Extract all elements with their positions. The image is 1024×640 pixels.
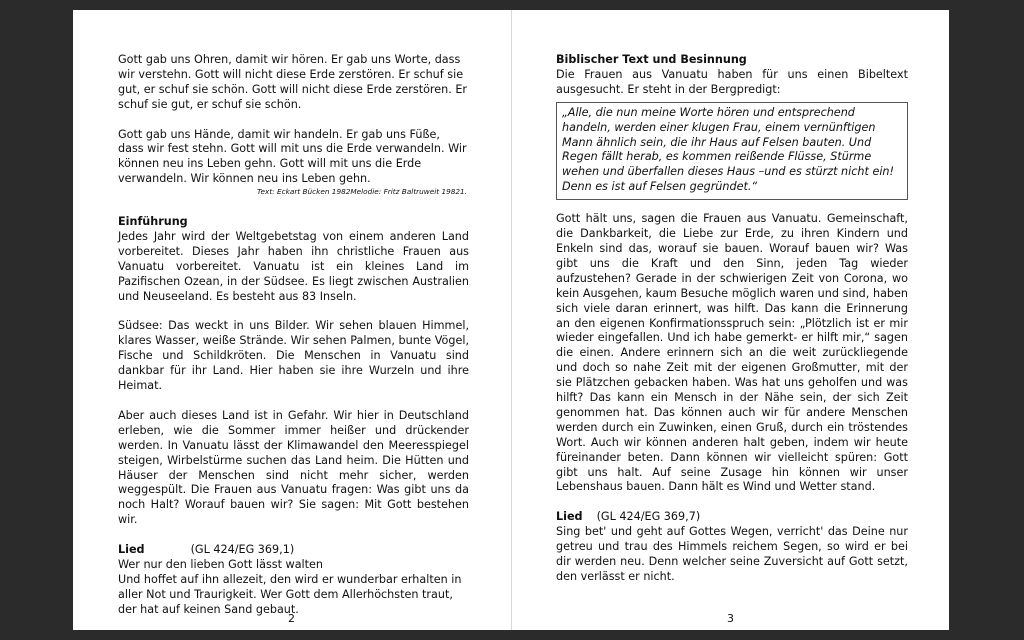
page-number: 3 [727,612,734,625]
song-credit: Text: Eckart Bücken 1982Melodie: Fritz Baltruweit 19821. [257,187,467,197]
hymn-heading [556,510,908,525]
reflection-text: Gott hält uns, sagen die Frauen aus Vanuatu. Gemeinschaft, die Dankbarkeit, die Liebe zur Erde, zu ihren Kindern und Enkeln sind das, worauf sie bauen. Worauf bauen wir? Was gibt uns die Kraft und den Sinn, jeden Tag wieder aufzustehen? Gerade in der schwierigen Zeit von Corona, wo kein Ausgehen, kaum Besuche möglich waren und sind, haben sich viele daran erinnert, was hilft. Das kann die Erinnerung an den eigenen Konfirmationsspruch sein: „Plötzlich ist er mir wieder eingefallen. Und ich habe gemerkt- er hilft mir,“ sagen die einen. Andere erinnern sich an die weit zurückliegende und doch so nahe Zeit mit der eigenen Großmutter, mit der sie Plätzchen gebacken haben. Was hat uns geholfen und was hilft? Das kann ein Mensch in der Nähe sein, der sich Zeit genommen hat. Das können auch wir für andere Menschen werden durch ein Zuwinken, einen Gruß, durch ein tröstendes Wort. Auch wir können anderen halt geben, indem wir heute füreinander beten. Dann können wir vielleicht spüren: Gott gibt uns halt. Auf seine Zusage hin können wir unser Lebenshaus bauen. Dann hält es Wind und Wetter stand. [556,212,908,494]
hymn-reference: (GL 424/EG 369,1) [190,543,295,557]
hymn-title: Wer nur den lieben Gott lässt walten [118,557,324,571]
hymn-reference: (GL 424/EG 369,7) [596,510,701,524]
bible-quote-box: „Alle, die nun meine Worte hören und entsprechend handeln, werden einer klugen Frau, einem vernünftigen Mann ähnlich sein, die ihr Haus auf Felsen bauten. Und Regen fällt herab, es kommen reißende Flüsse, Stürme wehen und überfallen dieses Haus –und es stürzt nicht ein! Denn es ist auf Felsen gegründet.“ [556,102,908,200]
page-number: 2 [288,612,295,625]
page-left [73,10,511,630]
intro-paragraph-3: Aber auch dieses Land ist in Gefahr. Wir hier in Deutschland erleben, wie die Sommer immer heißer und drückender werden. In Vanuatu lässt der Klimawandel den Meeresspiegel steigen, Wirbelstürme suchen das Land heim. Die Hütten und Häuser der Menschen sind nicht mehr sicher, werden weggespült. Die Frauen aus Vanuatu fragen: Was gibt uns da noch Halt? Worauf bauen wir? Sie sagen: Mit Gott bestehen wir. [118,408,469,527]
hymn-text: Und hoffet auf ihn allezeit, den wird er wunderbar erhalten in aller Not und Traurigkeit. Wer Gott dem Allerhöchsten traut, der hat auf keinen Sand gebaut. [118,572,462,616]
intro-heading: Einführung [118,215,188,229]
right-column [556,53,908,600]
hymn-label: Lied [556,510,583,524]
bible-heading: Biblischer Text und Besinnung [556,53,747,66]
bible-intro: Die Frauen aus Vanuatu haben für uns einen Bibeltext ausgesucht. Er steht in der Bergpredigt: [556,67,908,96]
left-column [118,53,469,632]
song-verse-1: Gott gab uns Ohren, damit wir hören. Er gab uns Worte, dass wir verstehn. Gott will nicht diese Erde zerstören. Er schuf sie gut, er schuf sie schön. Gott will nicht diese Erde zerstören. Er schuf sie gut, er schuf sie schön. [118,53,468,111]
intro-paragraph-1: Jedes Jahr wird der Weltgebetstag von einem anderen Land vorbereitet. Dieses Jahr haben ihn christliche Frauen aus Vanuatu vorbereitet. Vanuatu ist ein kleines Land im Pazifischen Ozean, in der Südsee. Es liegt zwischen Australien und Neuseeland. Es besteht aus 83 Inseln. [118,230,469,303]
intro-paragraph-2: Südsee: Das weckt in uns Bilder. Wir sehen blauen Himmel, klares Wasser, weiße Strände. Wir sehen Palmen, bunte Vögel, Fische und Schildkröten. Die Menschen in Vanuatu sind dankbar für ihr Land. Hier haben sie ihre Wurzeln und ihre Heimat. [118,319,469,393]
hymn-text: Sing bet' und geht auf Gottes Wegen, verricht' das Deine nur getreu und trau des Himmels reichem Segen, so wird er bei dir werden neu. Denn welcher seine Zuversicht auf Gott setzt, den verlässt er nicht. [556,525,908,583]
hymn-heading [118,543,469,558]
song-verse-2: Gott gab uns Hände, damit wir handeln. Er gab uns Füße, dass wir fest stehn. Gott will mit uns die Erde verwandeln. Wir können neu ins Leben gehn. Gott will mit uns die Erde verwandeln. Wir können neu ins Leben gehn. [118,127,467,186]
page-right [512,10,949,630]
hymn-label: Lied [118,543,145,557]
document-spread [73,10,949,630]
